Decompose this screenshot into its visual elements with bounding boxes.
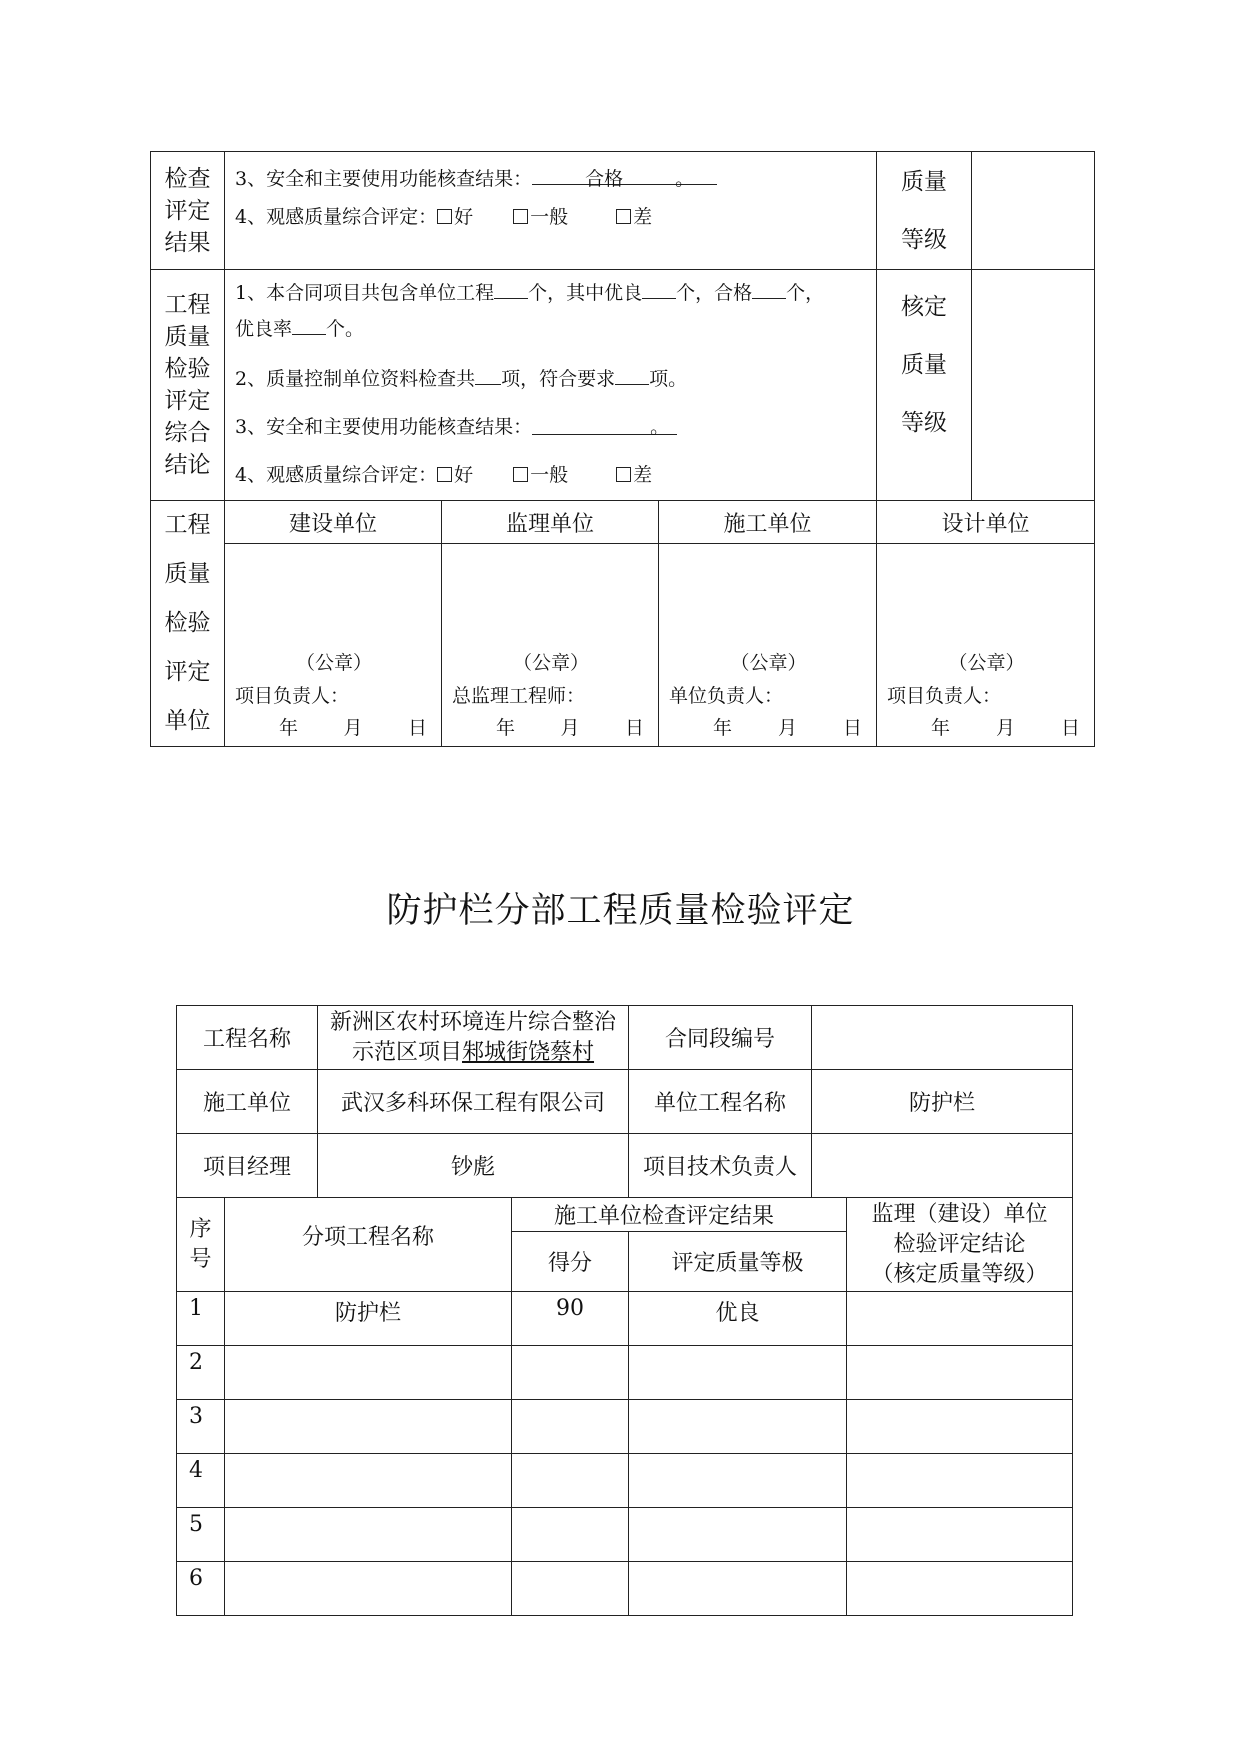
row-number: 3 bbox=[177, 1400, 225, 1454]
row-item-name[interactable] bbox=[225, 1454, 512, 1508]
safety-check-line-2: 3、安全和主要使用功能核查结果： 。 bbox=[235, 410, 866, 444]
row-item-name[interactable] bbox=[225, 1562, 512, 1616]
row-conclusion[interactable] bbox=[847, 1346, 1073, 1400]
row-number: 5 bbox=[177, 1508, 225, 1562]
project-name-value[interactable]: 新洲区农村环境连片综合整治 示范区项目邾城街饶蔡村 bbox=[318, 1006, 629, 1070]
table-header-row-1 bbox=[177, 1198, 1073, 1232]
safety-check-value[interactable]: 合格 。 bbox=[532, 160, 717, 185]
row-conclusion[interactable] bbox=[847, 1292, 1073, 1346]
unit-count-blank[interactable] bbox=[494, 274, 528, 299]
project-manager-value[interactable]: 钞彪 bbox=[318, 1134, 629, 1198]
inspection-result-content bbox=[225, 152, 877, 270]
appearance-eval-line-2: 4、观感质量综合评定： 好 一般 差 bbox=[235, 464, 653, 486]
quality-grade-value[interactable] bbox=[972, 152, 1095, 270]
row-score[interactable] bbox=[512, 1346, 629, 1400]
excellent-count-blank[interactable] bbox=[642, 274, 676, 299]
units-header-row bbox=[151, 501, 1095, 544]
contractor-result-header: 施工单位检查评定结果 bbox=[512, 1198, 847, 1232]
row-score[interactable] bbox=[512, 1508, 629, 1562]
contract-section-value[interactable] bbox=[812, 1006, 1073, 1070]
row-item-name[interactable] bbox=[225, 1508, 512, 1562]
sign-cell-supervisor[interactable]: （公章） 总监理工程师： 年 月 日 bbox=[442, 544, 659, 747]
excellent-rate-blank[interactable] bbox=[292, 310, 326, 335]
table-row bbox=[177, 1508, 1073, 1562]
sign-cell-contractor[interactable]: （公章） 单位负责人： 年 月 日 bbox=[659, 544, 877, 747]
manager-row bbox=[177, 1134, 1073, 1198]
contractor-label: 施工单位 bbox=[177, 1070, 318, 1134]
row-grade[interactable] bbox=[629, 1454, 847, 1508]
document-check-line: 2、质量控制单位资料检查共 项，符合要求 项。 bbox=[235, 360, 866, 396]
approved-grade-label: 核定 质量 等级 bbox=[877, 270, 972, 501]
sign-cell-designer[interactable]: （公章） 项目负责人： 年 月 日 bbox=[877, 544, 1095, 747]
unit-head-supervisor: 监理单位 bbox=[442, 501, 659, 544]
row-item-name[interactable] bbox=[225, 1346, 512, 1400]
unit-project-label: 单位工程名称 bbox=[629, 1070, 812, 1134]
checkbox-good-2[interactable] bbox=[437, 467, 452, 482]
tech-lead-label: 项目技术负责人 bbox=[629, 1134, 812, 1198]
score-header: 得分 bbox=[512, 1232, 629, 1292]
units-sign-row bbox=[151, 544, 1095, 747]
row-score[interactable] bbox=[512, 1454, 629, 1508]
excellent-rate-line: 优良率 个。 bbox=[235, 310, 866, 346]
table-row bbox=[177, 1292, 1073, 1346]
row-number: 4 bbox=[177, 1454, 225, 1508]
row-item-name[interactable] bbox=[225, 1400, 512, 1454]
row-item-name[interactable]: 防护栏 bbox=[225, 1292, 512, 1346]
contractor-value[interactable]: 武汉多科环保工程有限公司 bbox=[318, 1070, 629, 1134]
safety-check-line: 3、安全和主要使用功能核查结果： 合格 。 bbox=[235, 160, 866, 198]
row-grade[interactable] bbox=[629, 1346, 847, 1400]
tech-lead-value[interactable] bbox=[812, 1134, 1073, 1198]
project-manager-label: 项目经理 bbox=[177, 1134, 318, 1198]
appearance-eval-line: 4、观感质量综合评定： 好 一般 差 bbox=[235, 206, 653, 228]
table-row bbox=[177, 1562, 1073, 1616]
evaluation-table bbox=[150, 151, 1095, 747]
contractor-row bbox=[177, 1070, 1073, 1134]
row-conclusion[interactable] bbox=[847, 1454, 1073, 1508]
checkbox-normal-2[interactable] bbox=[513, 467, 528, 482]
row-number: 6 bbox=[177, 1562, 225, 1616]
row-score[interactable] bbox=[512, 1562, 629, 1616]
seq-header: 序 号 bbox=[177, 1198, 225, 1292]
row-grade[interactable]: 优良 bbox=[629, 1292, 847, 1346]
row-conclusion[interactable] bbox=[847, 1400, 1073, 1454]
unit-project-value[interactable]: 防护栏 bbox=[812, 1070, 1073, 1134]
supervisor-conclusion-header: 监理（建设）单位 检验评定结论 （核定质量等级） bbox=[847, 1198, 1073, 1292]
project-name-label: 工程名称 bbox=[177, 1006, 318, 1070]
table-row bbox=[177, 1346, 1073, 1400]
document-pass-blank[interactable] bbox=[615, 360, 649, 385]
inspection-result-row bbox=[151, 152, 1095, 270]
subsection-quality-table bbox=[176, 1005, 1073, 1616]
checkbox-normal[interactable] bbox=[513, 209, 528, 224]
project-name-row bbox=[177, 1006, 1073, 1070]
row-score[interactable]: 90 bbox=[512, 1292, 629, 1346]
contract-section-label: 合同段编号 bbox=[629, 1006, 812, 1070]
checkbox-bad[interactable] bbox=[616, 209, 631, 224]
qualified-count-blank[interactable] bbox=[752, 274, 786, 299]
grade-header: 评定质量等极 bbox=[629, 1232, 847, 1292]
document-total-blank[interactable] bbox=[475, 360, 501, 385]
unit-head-construction-owner: 建设单位 bbox=[225, 501, 442, 544]
overall-conclusion-label: 工程 质量 检验 评定 综合 结论 bbox=[151, 270, 225, 501]
table-row bbox=[177, 1400, 1073, 1454]
row-grade[interactable] bbox=[629, 1562, 847, 1616]
row-conclusion[interactable] bbox=[847, 1508, 1073, 1562]
table-row bbox=[177, 1454, 1073, 1508]
row-score[interactable] bbox=[512, 1400, 629, 1454]
approved-grade-value[interactable] bbox=[972, 270, 1095, 501]
quality-grade-label: 质量 等级 bbox=[877, 152, 972, 270]
row-number: 1 bbox=[177, 1292, 225, 1346]
row-grade[interactable] bbox=[629, 1508, 847, 1562]
unit-count-line: 1、本合同项目共包含单位工程 个，其中优良 个，合格 个， bbox=[235, 274, 866, 310]
page-title: 防护栏分部工程质量检验评定 bbox=[386, 891, 855, 931]
checkbox-good[interactable] bbox=[437, 209, 452, 224]
row-number: 2 bbox=[177, 1346, 225, 1400]
safety-check-blank[interactable]: 。 bbox=[532, 410, 677, 435]
sign-cell-construction-owner[interactable]: （公章） 项目负责人： 年 月 日 bbox=[225, 544, 442, 747]
row-grade[interactable] bbox=[629, 1400, 847, 1454]
overall-conclusion-content bbox=[225, 270, 877, 501]
row-conclusion[interactable] bbox=[847, 1562, 1073, 1616]
overall-conclusion-row bbox=[151, 270, 1095, 501]
item-name-header: 分项工程名称 bbox=[225, 1198, 512, 1292]
inspection-result-label: 检查 评定 结果 bbox=[151, 152, 225, 270]
unit-head-contractor: 施工单位 bbox=[659, 501, 877, 544]
evaluation-units-label: 工程 质量 检验 评定 单位 bbox=[151, 501, 225, 747]
unit-head-designer: 设计单位 bbox=[877, 501, 1095, 544]
checkbox-bad-2[interactable] bbox=[616, 467, 631, 482]
